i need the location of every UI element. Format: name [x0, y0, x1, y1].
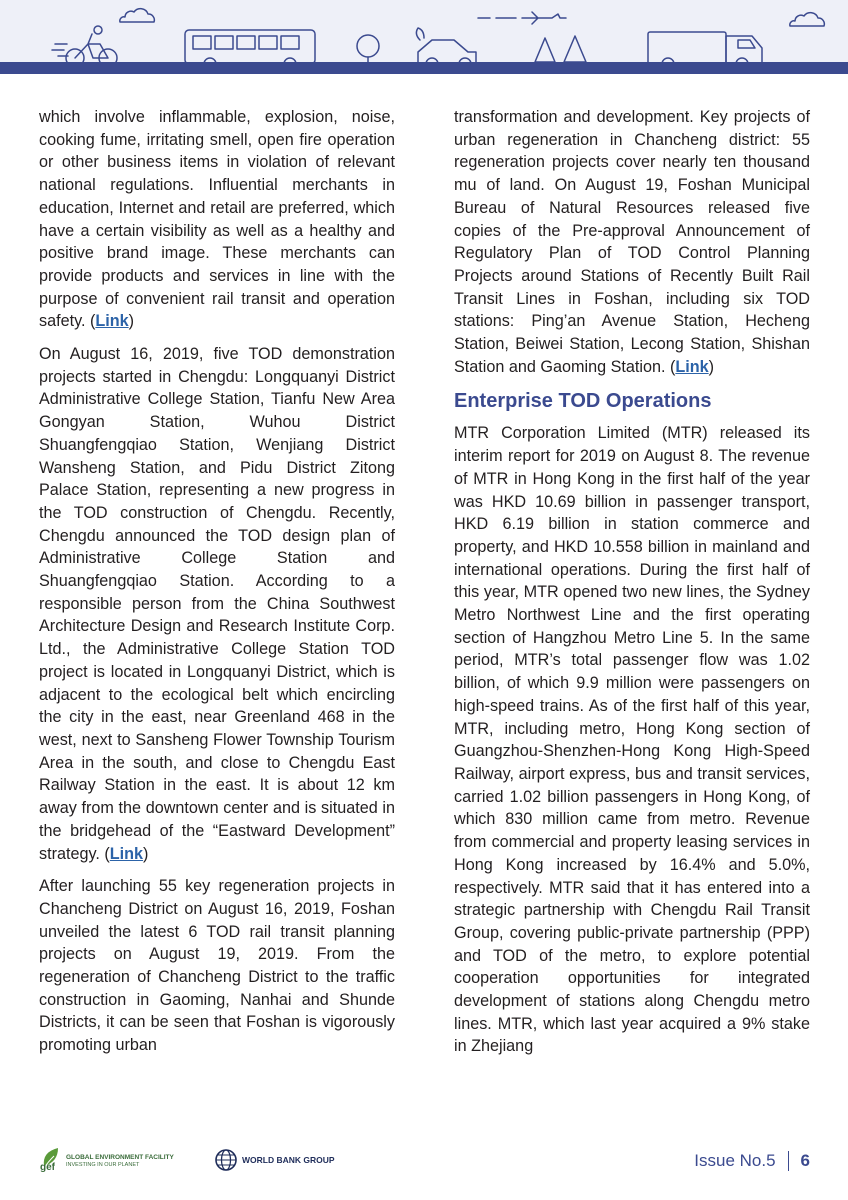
header-band — [0, 62, 848, 74]
paragraph — [454, 422, 810, 1058]
airplane-icon — [478, 12, 566, 24]
paragraph — [39, 343, 395, 865]
source-link[interactable]: Link — [109, 844, 144, 863]
left-column — [39, 106, 395, 1067]
page-number: 6 — [800, 1151, 810, 1170]
gef-logo — [40, 1146, 200, 1176]
cloud-icon — [790, 13, 825, 26]
gef-tagline: INVESTING IN OUR PLANET — [66, 1162, 140, 1168]
paragraph — [39, 106, 395, 333]
gef-short: gef — [40, 1162, 55, 1173]
header-banner — [0, 0, 848, 74]
paragraph-text: ) — [708, 357, 715, 376]
paragraph-text: After launching 55 key regeneration projects in Chancheng District on August 16, 2019, Foshan unveiled the latest 6 TOD rail transit planning projects on August 19, 2019. From the regeneration of Chancheng District to the traffic construction in Gaoming, Nanhai and Shunde Districts, it can be seen that Foshan is vigorously promoting urban — [39, 877, 395, 1055]
globe-icon — [214, 1148, 238, 1172]
worldbank-logo — [214, 1148, 344, 1174]
worldbank-name: WORLD BANK GROUP — [242, 1155, 335, 1165]
paragraph-text: transformation and development. Key projects of urban regeneration in Chancheng district: 55 regeneration projects cover nearly ten thousand mu of land. On August 19, Foshan Municipal Bureau of Natural Resources released five copies of the Pre-approval Announcement of Regulatory Plan of TOD Control Planning Projects around Stations of Recently Built Rail Transit Lines in Foshan, including six TOD stations: Ping’an Avenue Station, Hecheng Station, Beiwei Station, Lecong Station, Shishan Station and Gaoming Station. ( — [454, 108, 810, 376]
source-link[interactable]: Link — [95, 312, 129, 331]
paragraph-text: ) — [128, 312, 135, 331]
gef-name: GLOBAL ENVIRONMENT FACILITY — [66, 1154, 174, 1161]
paragraph — [454, 106, 810, 378]
paragraph-text: ) — [143, 844, 149, 863]
source-link[interactable]: Link — [675, 357, 709, 376]
footer-divider — [788, 1151, 789, 1171]
right-column — [454, 106, 810, 1068]
paragraph-text: MTR Corporation Limited (MTR) released its interim report for 2019 on August 8. The revenue of MTR in Hong Kong in the first half of the year was HKD 10.69 billion in passenger transport, HKD 6.19 billion in station commerce and property, and HKD 10.558 billion in mainland and international operations. During the first half of this year, MTR opened two new lines, the Sydney Metro Northwest Line and the first operating section of Hangzhou Metro Line 5. In the same period, MTR’s total passenger flow was 1.02 billion, of which 9.9 million were passengers on high-speed trains. As of the first half of this year, MTR, including metro, Hong Kong section of Guangzhou-Shenzhen-Hong Kong High-Speed Railway, airport express, bus and transit services, carried 1.02 billion passengers in Hong Kong, of which 830 million came from metro. Revenue from commercial and property leasing services in Hong Kong increased by 16.4% and 5.0%, respectively. MTR said that it has entered into a strategic partnership with Chengdu Rail Transit Group, covering public-private partnership (PPP) and TOD of the metro, to explore potential cooperation opportunities for integrated development of stations along Chengdu metro lines. MTR, which last year acquired a 9% stake in Zhejiang — [454, 424, 810, 1056]
cloud-icon — [120, 9, 155, 22]
section-heading: Enterprise TOD Operations — [454, 390, 712, 413]
issue-label: Issue No.5 — [694, 1151, 776, 1170]
cyclist-icon — [52, 26, 117, 67]
page-footer — [694, 1151, 810, 1171]
paragraph-text: On August 16, 2019, five TOD demonstration projects started in Chengdu: Longquanyi District Administrative College Station, Tianfu New Area Gongyan Station, Wuhou District Shuangfengqiao Station, Wenjiang District Wansheng Station, and Pidu District Zitong Palace Station, representing a new progress in the TOD construction of Chengdu. Recently, Chengdu announced the TOD design plan of Administrative College Station and Shuangfengqiao Station. According to a responsible person from the China Southwest Architecture Design and Research Institute Corp. Ltd., the Administrative College Station TOD project is located in Longquanyi District, which is adjacent to the ecological belt which encircling the city in the east, near Greenland 468 in the west, next to Sansheng Flower Township Tourism Area in the south, and close to Chengdu East Railway Station in the east. It is about 12 km away from the downtown center and is situated in the bridgehead of the “Eastward Development” strategy. ( — [39, 345, 395, 863]
paragraph — [39, 875, 395, 1057]
paragraph-text: which involve inflammable, explosion, noise, cooking fume, irritating smell, open fire operation or other business items in violation of relevant national regulations. Influential merchants in education, Internet and retail are preferred, which have a certain visibility as well as a healthy and positive brand image. These merchants can provide products and services in line with the purpose of convenient rail transit and operation safety. ( — [39, 108, 395, 331]
